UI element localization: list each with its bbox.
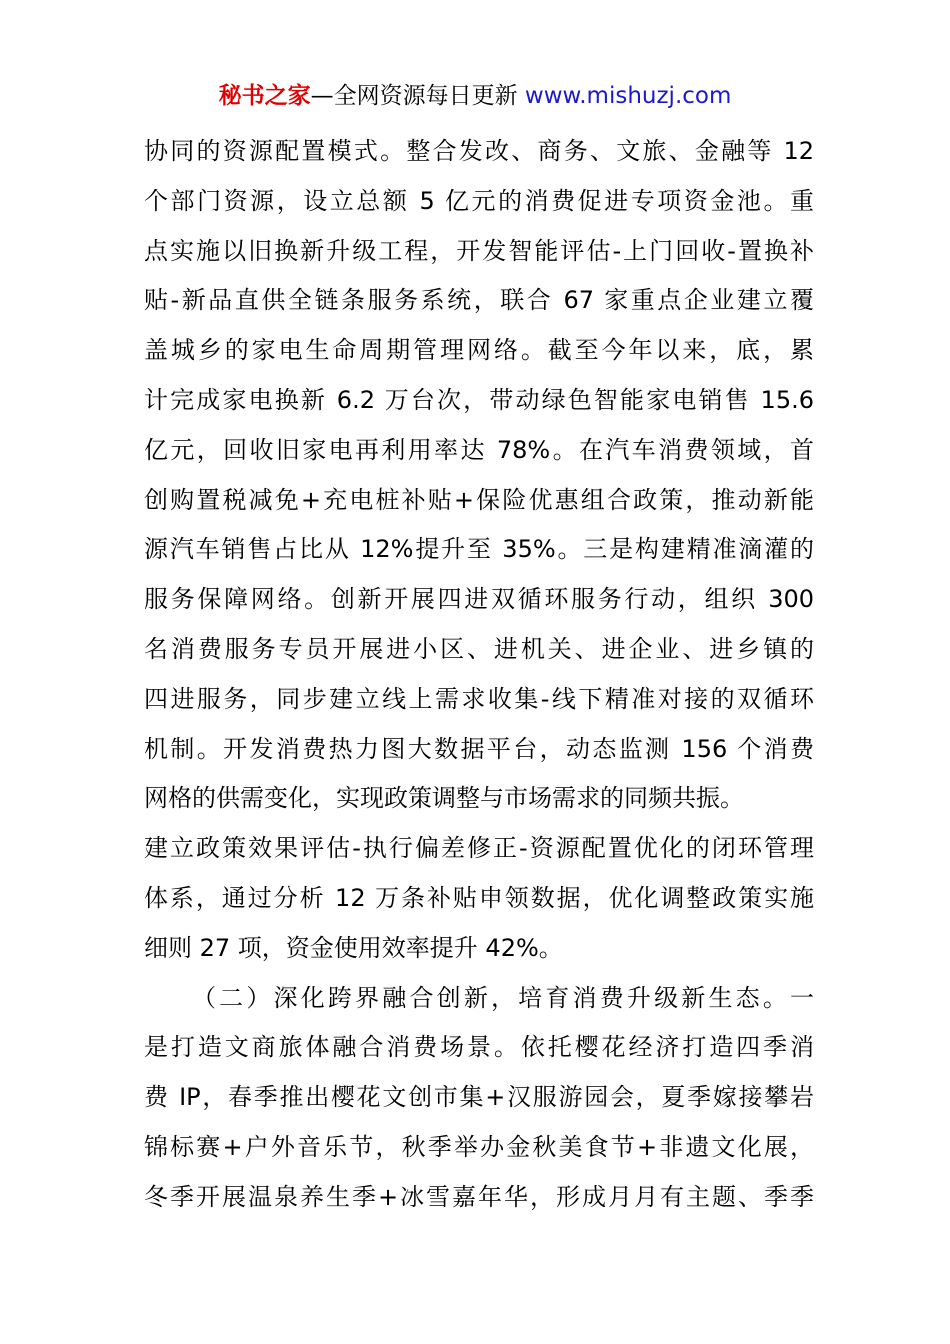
text-line: 名消费服务专员开展进小区、进机关、进企业、进乡镇的: [144, 634, 814, 663]
text-line: 细则 27 项，资金使用效率提升 42%。: [144, 933, 563, 962]
text-line: 亿元，回收旧家电再利用率达 78%。在汽车消费领域，首: [144, 435, 814, 464]
text-line: 贴-新品直供全链条服务系统，联合 67 家重点企业建立覆: [144, 286, 814, 315]
site-header: [0, 80, 950, 112]
text-line: 网格的供需变化，实现政策调整与市场需求的同频共振。: [144, 784, 744, 813]
text-line: 建立政策效果评估-执行偏差修正-资源配置优化的闭环管理: [144, 834, 814, 863]
site-tagline: —全网资源每日更新: [310, 83, 518, 109]
text-line: 体系，通过分析 12 万条补贴申领数据，优化调整政策实施: [144, 883, 814, 912]
text-line: 服务保障网络。创新开展四进双循环服务行动，组织 300: [144, 585, 814, 614]
text-line: 创购置税减免+充电桩补贴+保险优惠组合政策，推动新能: [144, 485, 814, 514]
section-heading-line: （二）深化跨界融合创新，培育消费升级新生态。一: [192, 983, 814, 1012]
text-line: 个部门资源，设立总额 5 亿元的消费促进专项资金池。重: [144, 186, 814, 215]
document-body: [144, 127, 814, 1223]
text-line: 机制。开发消费热力图大数据平台，动态监测 156 个消费: [144, 734, 814, 763]
text-line: 源汽车销售占比从 12%提升至 35%。三是构建精准滴灌的: [144, 535, 814, 564]
site-brand: 秘书之家: [218, 83, 311, 109]
text-line: 协同的资源配置模式。整合发改、商务、文旅、金融等 12: [144, 137, 814, 165]
text-line: 盖城乡的家电生命周期管理网络。截至今年以来，底，累: [144, 336, 814, 365]
text-line: 四进服务，同步建立线上需求收集-线下精准对接的双循环: [144, 684, 814, 713]
text-line: 点实施以旧换新升级工程，开发智能评估-上门回收-置换补: [144, 236, 814, 265]
text-line: 费 IP，春季推出樱花文创市集+汉服游园会，夏季嫁接攀岩: [144, 1083, 814, 1112]
text-line: 计完成家电换新 6.2 万台次，带动绿色智能家电销售 15.6: [144, 385, 814, 414]
text-line: 是打造文商旅体融合消费场景。依托樱花经济打造四季消: [144, 1033, 814, 1062]
text-line: 锦标赛+户外音乐节，秋季举办金秋美食节+非遗文化展，: [144, 1132, 814, 1161]
site-url-link[interactable]: www.mishuzj.com: [524, 83, 732, 109]
text-line: 冬季开展温泉养生季+冰雪嘉年华，形成月月有主题、季季: [144, 1182, 814, 1211]
